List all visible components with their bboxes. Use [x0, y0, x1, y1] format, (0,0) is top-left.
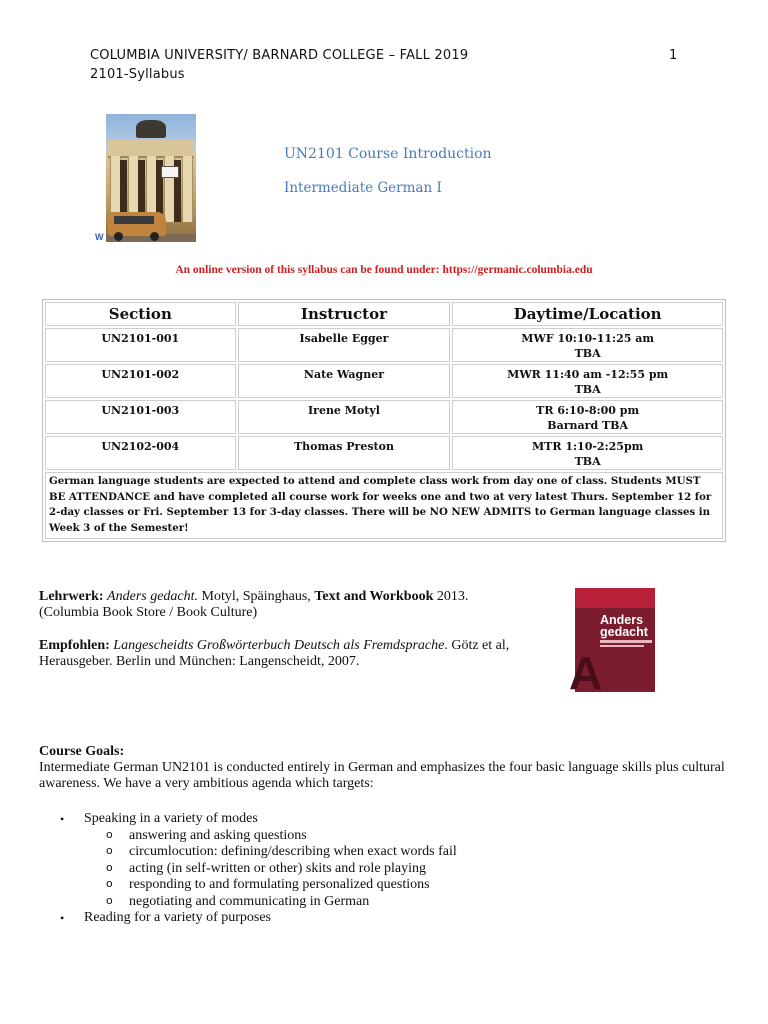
instructor-cell: Thomas Preston: [238, 436, 451, 470]
table-row: [45, 436, 723, 470]
attendance-note-row: [45, 472, 723, 539]
book-cover-image: A Anders gedacht: [575, 588, 655, 692]
running-header: COLUMBIA UNIVERSITY/ BARNARD COLLEGE – FALL 2019: [90, 48, 469, 63]
list-item: • Reading for a variety of purposes: [60, 910, 457, 927]
header-instructor: Instructor: [238, 302, 451, 326]
lehrwerk-title: Anders gedacht.: [107, 589, 199, 604]
section-cell: UN2101-002: [45, 364, 236, 398]
syllabus-label: 2101-Syllabus: [90, 67, 185, 82]
course-goals-text: Intermediate German UN2101 is conducted entirely in German and emphasizes the four basic language skills plus cultural awareness. We have a very ambitious agenda which targets:: [39, 760, 725, 791]
instructor-cell: Nate Wagner: [238, 364, 451, 398]
online-version-note: An online version of this syllabus can be found under: https://germanic.columbia.edu: [175, 264, 593, 276]
lehrwerk-store: (Columbia Book Store / Book Culture): [39, 605, 258, 620]
header-section: Section: [45, 302, 236, 326]
empfohlen-publisher: Herausgeber. Berlin und München: Langenscheidt, 2007.: [39, 654, 360, 669]
lehrwerk-authors: Motyl, Späinghaus,: [198, 589, 315, 604]
book-title-line2: gedacht: [600, 625, 648, 639]
list-item: o answering and asking questions: [60, 828, 457, 845]
goals-list: [60, 811, 457, 927]
empfohlen-block: [39, 638, 509, 670]
time-text: MWF 10:10-11:25 am: [521, 332, 654, 345]
course-goals-block: [39, 744, 749, 792]
empfohlen-title: Langescheidts Großwörterbuch Deutsch als Fremdsprache: [113, 638, 445, 653]
table-row: [45, 328, 723, 362]
list-item: o acting (in self-written or other) skits and role playing: [60, 861, 457, 878]
course-goals-heading: Course Goals:: [39, 744, 125, 759]
table-row: [45, 400, 723, 434]
location-text: Barnard TBA: [547, 419, 628, 432]
lehrwerk-block: [39, 589, 468, 621]
table-header-row: [45, 302, 723, 326]
list-item: o responding to and formulating personalized questions: [60, 877, 457, 894]
course-subtitle: Intermediate German I: [284, 180, 442, 196]
instructor-cell: Irene Motyl: [238, 400, 451, 434]
brandenburg-gate-photo: [106, 114, 196, 242]
time-text: MTR 1:10-2:25pm: [532, 440, 644, 453]
daytime-cell: [452, 400, 723, 434]
lehrwerk-label: Lehrwerk:: [39, 589, 104, 604]
daytime-cell: [452, 436, 723, 470]
empfohlen-label: Empfohlen:: [39, 638, 110, 653]
lehrwerk-year: 2013.: [433, 589, 469, 604]
book-title-line1: Anders: [600, 613, 644, 627]
course-title: UN2101 Course Introduction: [284, 146, 492, 162]
section-cell: UN2101-001: [45, 328, 236, 362]
header-daytime-location: Daytime/Location: [452, 302, 723, 326]
time-text: TR 6:10-8:00 pm: [536, 404, 640, 417]
sections-table: [42, 299, 726, 542]
location-text: TBA: [574, 455, 601, 468]
page-number: 1: [669, 48, 678, 63]
lehrwerk-edition: Text and Workbook: [314, 589, 434, 604]
table-row: [45, 364, 723, 398]
list-item: o negotiating and communicating in German: [60, 894, 457, 911]
location-text: TBA: [574, 383, 601, 396]
attendance-note: German language students are expected to attend and complete class work from day one of class. Students MUST BE ATTENDANCE and have completed all course work for weeks one and two at very latest Thurs. September 12 for 2-day classes or Fri. September 13 for 3-day classes. There will be NO NEW ADMITS to German language classes in Week 3 of the Semester!: [45, 472, 723, 539]
section-cell: UN2102-004: [45, 436, 236, 470]
instructor-cell: Isabelle Egger: [238, 328, 451, 362]
daytime-cell: [452, 364, 723, 398]
list-item: o circumlocution: defining/describing when exact words fail: [60, 844, 457, 861]
time-text: MWR 11:40 am -12:55 pm: [507, 368, 669, 381]
photo-caption-fragment: W: [95, 232, 104, 242]
daytime-cell: [452, 328, 723, 362]
location-text: TBA: [574, 347, 601, 360]
empfohlen-authors: . Götz et al,: [444, 638, 510, 653]
section-cell: UN2101-003: [45, 400, 236, 434]
list-item: • Speaking in a variety of modes: [60, 811, 457, 828]
